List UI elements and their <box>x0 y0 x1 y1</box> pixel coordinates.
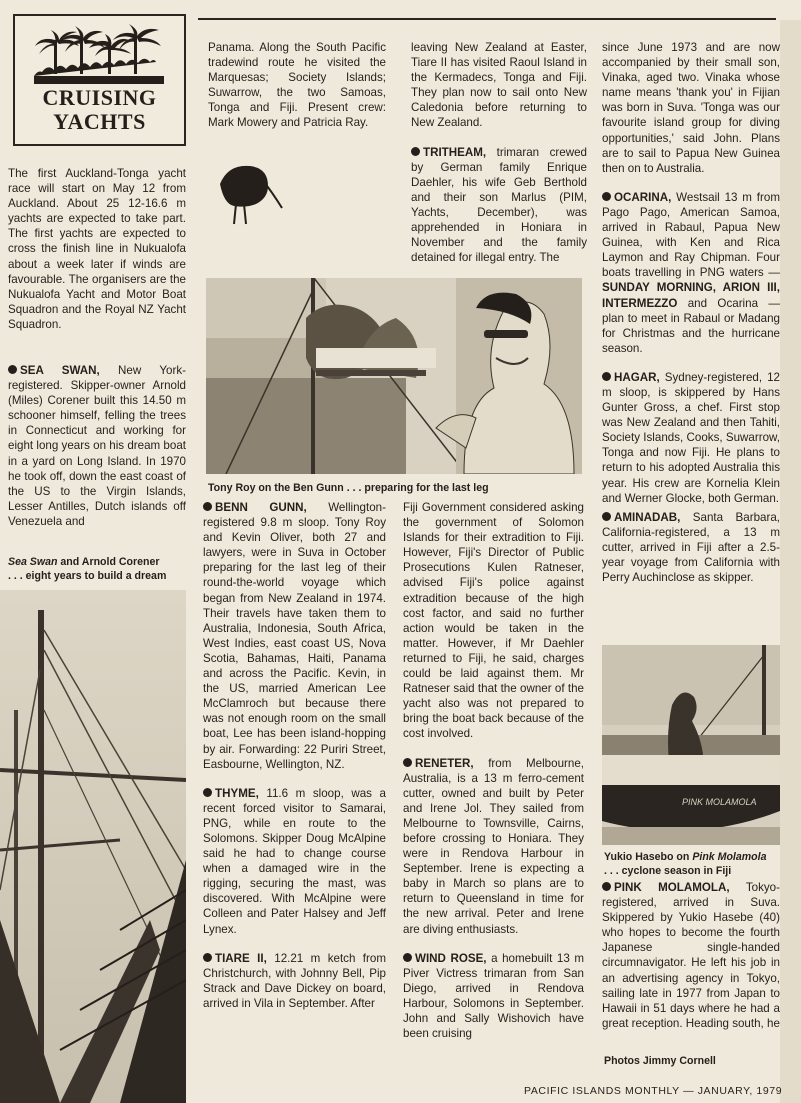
column-benn-gunn <box>203 500 386 1068</box>
article-text: since June 1973 and are now accompanied by their small son, Vinaka, aged two. Vinaka whose name means 'thank you' in Fijian was born in Suva. 'Tonga was our favourite island group for diving opportunities,' said John. Plans are to sail to Papua New Guinea then on to Australia. <box>602 41 780 175</box>
boat-name: RENETER, <box>415 756 474 770</box>
article-text: New York-registered. Skipper-owner Arnold (Miles) Corener built this 14.50 m schooner himself, felling the trees in Connecticut and working for eight long years on his dream boat in a yard on Long Island. In 1970 he took off, down the east coast of the US to the Virgin Islands, Lesser Antilles, Dutch islands off Venezuela and <box>8 364 186 528</box>
article-text: 11.6 m sloop, was a recent forced visitor to Samarai, PNG, while en route to the Solomons. Skipper Doug McAlpine said he had to change course when a damaged wire in the rigging, securing the mast, was discovered. With McAlpine were Colleen and Pater Halsey and Jeff Lynex. <box>203 786 386 936</box>
article-text: Westsail 13 m from Pago Pago, American Samoa, arrived in Rabaul, Papua New Guinea, with Ken and Rica Laymon and Ray Chipman. Four boats travelling in PNG waters — <box>602 190 780 280</box>
page-edge <box>780 20 801 1103</box>
article-sea-swan <box>8 363 186 545</box>
boat-name: AMINADAB, <box>614 510 681 524</box>
caption-text: Yukio Hasebo on <box>604 851 693 863</box>
photo-caption-tony-roy: Tony Roy on the Ben Gunn . . . preparing for the last leg <box>208 482 489 494</box>
caption-boat-name: Pink Molamola <box>692 851 767 863</box>
bullet-icon <box>8 365 17 374</box>
article-text: Fiji Government considered asking the government of Solomon Islands for their extradition to Fiji. However, Fiji's Director of Public Prosecutions Kulen Ratneser, advised Fiji's police against extradition because of the high cost factor, and said no further action would be taken in the matter. However, if Mr Daehler returned to Fiji, he said, charges could be laid against them. Mr Ratneser said that the owner of the yacht also was not prepared to bring the boat back because of the cost involved. <box>403 501 584 741</box>
article-continued <box>208 40 386 150</box>
bullet-icon <box>403 758 412 767</box>
top-rule <box>198 18 776 20</box>
caption-boat-name: Sea Swan <box>8 556 58 568</box>
boat-name: THYME, <box>215 786 259 800</box>
bullet-icon <box>411 147 420 156</box>
boat-name: TRITHEAM, <box>423 145 487 159</box>
article-text: Santa Barbara, California-registered, a 13 m cutter, arrived in Fiji after a 2.5-year voyage from California with Perry Auchinclose as skipper. <box>602 510 780 585</box>
column-fiji-reneter <box>403 500 584 1068</box>
boat-name: OCARINA, <box>614 190 672 204</box>
column-four <box>602 40 780 640</box>
photo-caption-sea-swan <box>8 555 186 583</box>
bullet-icon <box>602 882 611 891</box>
section-title <box>13 86 186 134</box>
article-tiare-continued <box>411 40 587 290</box>
article-text: from Melbourne, Australia, is a 13 m ferro-cement cutter, owned and built by Peter and Irene Jol. They sailed from Melbourne to Townsville, Cairns, before crossing to Honiara. They were in Rendova Harbour in September. Irene is expecting a baby in March so plans are to return to Queensland in time for the new arrival. Peter and Irene are diving enthusiasts. <box>403 756 584 936</box>
kiwi-bird-icon <box>208 160 284 230</box>
page-footer: PACIFIC ISLANDS MONTHLY — JANUARY, 1979 <box>524 1085 783 1097</box>
boat-name: SEA SWAN, <box>20 364 100 377</box>
bullet-icon <box>403 953 412 962</box>
article-text: Wellington-registered 9.8 m sloop. Tony Roy and Kevin Oliver, both 27 and lawyers, were in Suva in October preparing for the last leg of their round-the-world voyage which began from New Zealand in 1974. Their travels have taken them to Australia, Indonesia, South Africa, West Indies, east coast US, Nova Scotia, Bahamas, Haiti, Panama and across the Pacific. Kevin, in the US, married American Lee McClamroch but because there was not enough room on the small boat, Lee has been island-hopping by air. Forwarding: 22 Puriri Street, Easbourne, Wellington, NZ. <box>203 501 386 771</box>
photo-pink-molamola <box>602 645 780 845</box>
bullet-icon <box>203 953 212 962</box>
article-text: 12.21 m ketch from Christchurch, with Johnny Bell, Pip Strack and Dave Dickey on board, arrived in Vila in September. After <box>203 951 386 1010</box>
hull-name: PINK MOLAMOLA <box>682 797 757 807</box>
article-text: and Ocarina — plan to meet in Rabaul or Madang for Christmas and the hurricane season. <box>602 296 780 355</box>
boat-name: TIARE II, <box>215 951 267 965</box>
bullet-icon <box>203 502 212 511</box>
article-text: Panama. Along the South Pacific tradewind route he visited the Marquesas; Society Islands; Suwarrow, the two Samoas, Tonga and Fiji. Present crew: Mark Mowery and Patricia Ray. <box>208 41 386 130</box>
article-text: Tokyo-registered, arrived in Suva. Skippered by Yukio Hasebe (40) who hopes to become the fourth Japanese single-handed circumnavigator. He left his job in an advertising agency in Tokyo, sailing late in 1977 from Japan to Hawaii in 51 days where he had a great reception. Heading south, he <box>602 881 780 1030</box>
caption-text: . . . cyclone season in Fiji <box>604 865 732 877</box>
title-line-yachts: YACHTS <box>53 109 146 134</box>
photo-tony-roy <box>206 278 582 474</box>
boat-name: HAGAR, <box>614 370 660 384</box>
intro-article <box>8 166 186 349</box>
boat-name: WIND ROSE, <box>415 951 487 965</box>
article-text: a homebuilt 13 m Piver Victress trimaran from San Diego, arrived in Rendova Harbour, Solomons in September. John and Sally Wishovich have been cruising <box>403 951 584 1041</box>
caption-text: . . . eight years to build a dream <box>8 570 167 582</box>
bullet-icon <box>203 788 212 797</box>
title-line-cruising: CRUISING <box>42 85 157 110</box>
intro-paragraph: The first Auckland-Tonga yacht race will start on May 12 from Auckland. About 25 12-16.6 m yachts are expected to take part. The first yachts are expected to cross the finish line in Nukualofa about a week later if winds are favourable. The organisers are the Nukualofa Yacht and Motor Boat Squadron and the Royal NZ Yacht Squadron. <box>8 167 186 331</box>
boat-name: PINK MOLAMOLA, <box>614 881 730 894</box>
bullet-icon <box>602 512 611 521</box>
article-text: leaving New Zealand at Easter, Tiare II has visited Raoul Island in the Kermadecs, Tonga and Fiji. They plan now to sail onto New Caledonia before returning to New Zealand. <box>411 41 587 130</box>
photo-caption-yukio <box>604 850 782 878</box>
bullet-icon <box>602 372 611 381</box>
photo-credit: Photos Jimmy Cornell <box>604 1055 716 1067</box>
boat-name: BENN GUNN, <box>215 501 307 514</box>
palm-trees-icon <box>34 22 164 84</box>
article-text: trimaran crewed by German family Enrique Daehler, his wife Geb Berthold and their son Marlus (PIM, Yachts, December), was apprehended in Honiara in November and the family detained for illegal entry. The <box>411 145 587 265</box>
boat-names: SUNDAY MORNING, ARION III, INTERMEZZO <box>602 281 780 310</box>
photo-sea-swan-rigging <box>0 590 186 1103</box>
caption-text: and Arnold Corener <box>57 556 160 568</box>
article-pink-molamola <box>602 880 780 1046</box>
article-text: Sydney-registered, 12 m sloop, is skippered by Hans Gunter Gross, a chef. First stop was New Zealand and then Tahiti, Society Islands, Cooks, Suwarrow, Tonga and now Fiji. He plans to return to his adopted Australia this year. His crew are Kornelia Klein and Werner Glocke, both German. <box>602 370 780 505</box>
bullet-icon <box>602 192 611 201</box>
